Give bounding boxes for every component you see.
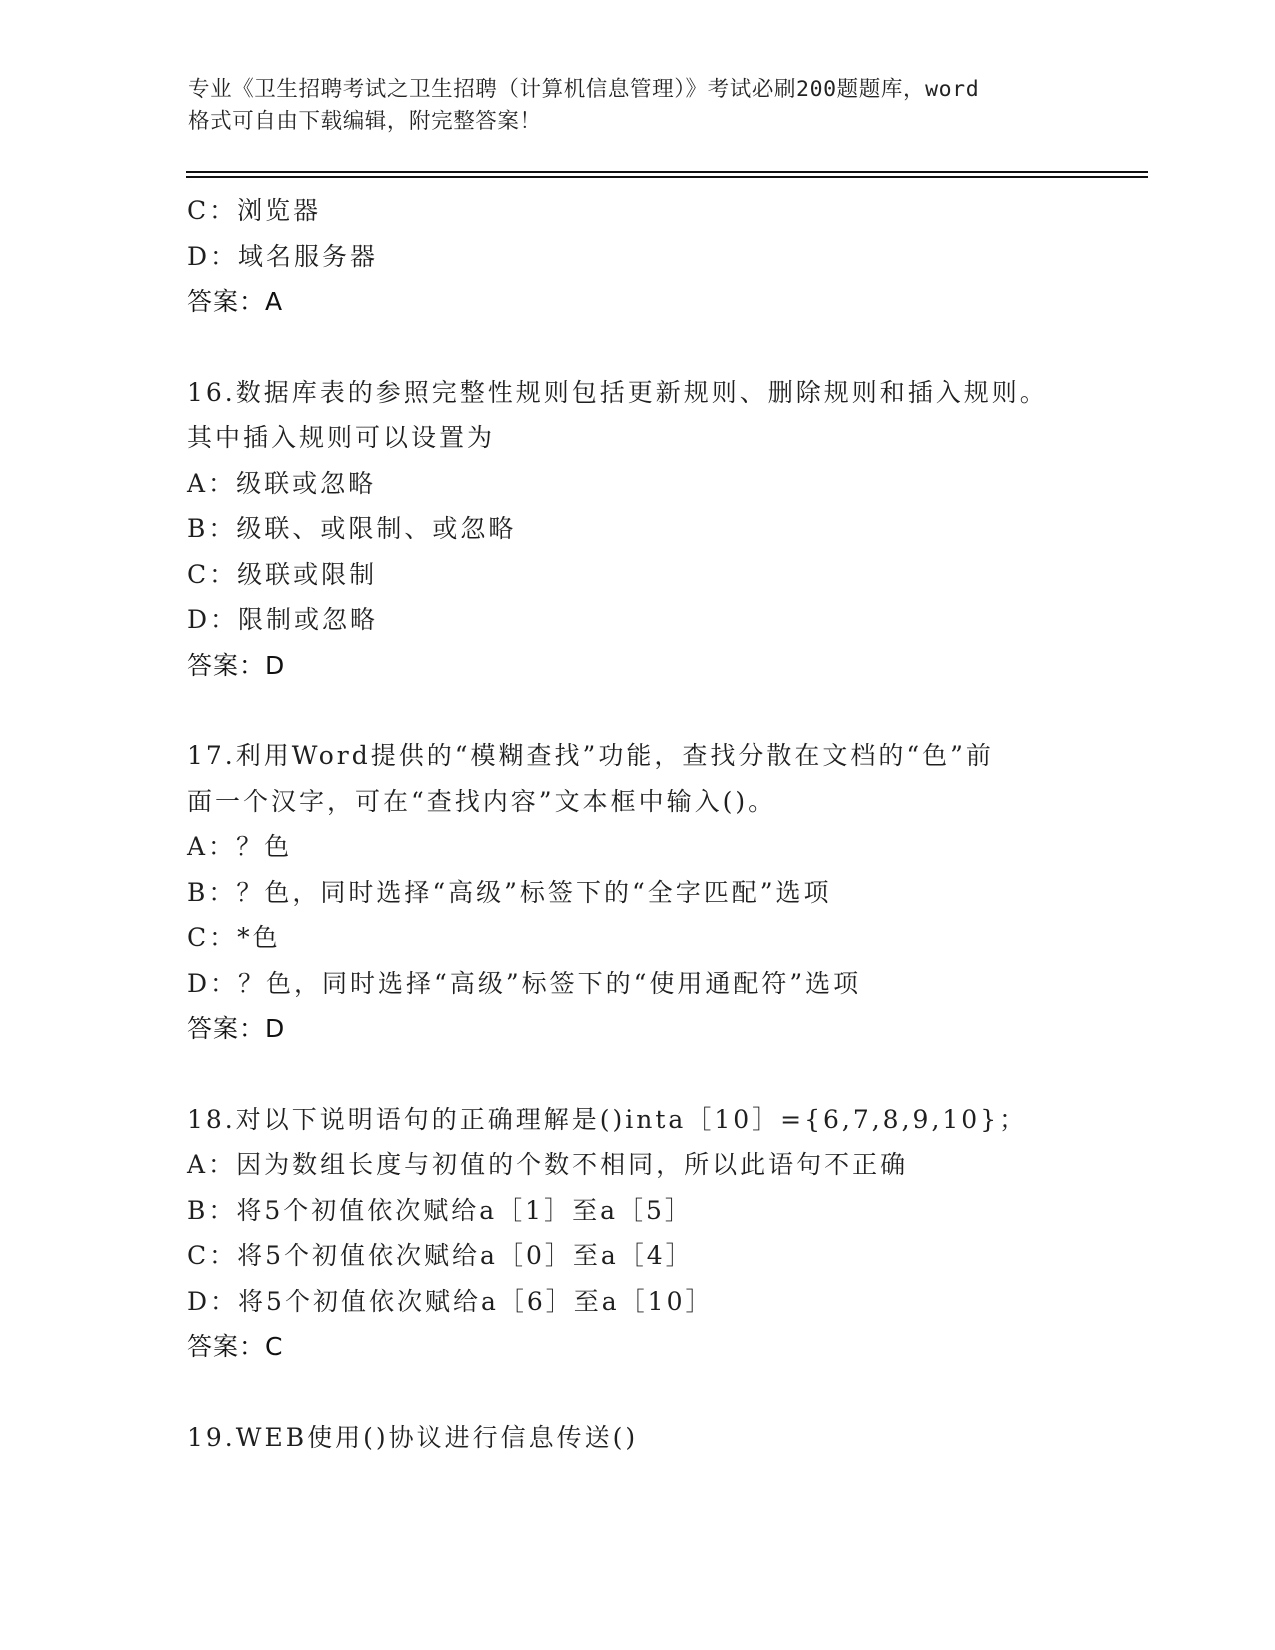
option-a [187, 824, 1127, 870]
option-b [187, 1188, 1127, 1234]
question-stem: 18.对以下说明语句的正确理解是()inta［10］={6,7,8,9,10}； [187, 1104, 1028, 1134]
option-b [187, 506, 1127, 552]
option-c [187, 1233, 1127, 1279]
question-gap [187, 325, 1127, 370]
option-a [187, 461, 1127, 507]
answer: 答案：D [187, 1014, 286, 1043]
option-text: ？色，同时选择“高级”标签下的“使用通配符”选项 [238, 968, 862, 998]
question-19 [187, 1415, 1127, 1461]
header-title-line-2: 格式可自由下载编辑，附完整答案！ [188, 109, 542, 134]
header-title-line-1: 专业《卫生招聘考试之卫生招聘（计算机信息管理）》考试必刷200题题库，word [188, 77, 980, 102]
option-text: 将5个初值依次赋给a［1］至a［5］ [236, 1195, 693, 1225]
option-text: *色 [237, 923, 281, 952]
option-c [187, 552, 1127, 598]
option-label: B： [187, 514, 237, 543]
option-text: ？色 [236, 832, 293, 861]
answer: 答案：A [187, 287, 284, 316]
option-label: B： [187, 1195, 237, 1225]
question-gap [187, 1370, 1127, 1415]
option-label: A： [187, 832, 237, 861]
question-gap [187, 688, 1127, 733]
header-rule-top [186, 171, 1148, 173]
option-text: 将5个初值依次赋给a［6］至a［10］ [238, 1286, 714, 1316]
option-c [187, 915, 1127, 961]
option-d [187, 597, 1127, 643]
question-stem: 17.利用Word提供的“模糊查找”功能，查找分散在文档的“色”前 [187, 741, 994, 770]
option-label: D： [187, 605, 239, 634]
option-d [187, 1279, 1127, 1325]
option-d [187, 961, 1127, 1007]
option-text: 将5个初值依次赋给a［0］至a［4］ [237, 1241, 694, 1270]
option-text: ？色，同时选择“高级”标签下的“全字匹配”选项 [236, 877, 832, 907]
option-label: B： [187, 877, 237, 907]
answer: 答案：D [187, 650, 286, 680]
question-16 [187, 370, 1127, 689]
question-stem: 19.WEB使用()协议进行信息传送() [187, 1422, 639, 1452]
option-text: 级联或限制 [237, 559, 378, 589]
option-label: D： [187, 1286, 239, 1316]
option-label: C： [187, 1241, 238, 1270]
option-label: D： [187, 241, 239, 271]
option-d [187, 234, 1127, 280]
option-text: 浏览器 [237, 196, 322, 225]
question-list [187, 188, 1127, 1460]
option-b [187, 870, 1127, 916]
option-label: C： [187, 923, 238, 952]
option-label: C： [187, 559, 238, 589]
option-label: C： [187, 196, 238, 225]
option-text: 限制或忽略 [238, 605, 379, 634]
question-stem: 其中插入规则可以设置为 [187, 423, 496, 452]
answer: 答案：C [187, 1332, 284, 1361]
document-header [188, 74, 1088, 138]
option-text: 级联、或限制、或忽略 [236, 514, 517, 543]
question-15-continued [187, 188, 1127, 325]
question-17 [187, 733, 1127, 1052]
option-label: A： [187, 468, 237, 498]
option-text: 域名服务器 [238, 241, 379, 271]
question-gap [187, 1052, 1127, 1097]
header-rule-bottom [186, 176, 1148, 178]
option-label: A： [187, 1150, 237, 1179]
option-label: D： [187, 968, 239, 998]
option-a [187, 1142, 1127, 1188]
question-stem: 16.数据库表的参照完整性规则包括更新规则、删除规则和插入规则。 [187, 377, 1048, 407]
option-c [187, 188, 1127, 234]
question-18 [187, 1097, 1127, 1370]
question-stem: 面一个汉字，可在“查找内容”文本框中输入()。 [187, 786, 777, 816]
option-text: 级联或忽略 [236, 468, 377, 498]
option-text: 因为数组长度与初值的个数不相同，所以此语句不正确 [236, 1150, 909, 1179]
